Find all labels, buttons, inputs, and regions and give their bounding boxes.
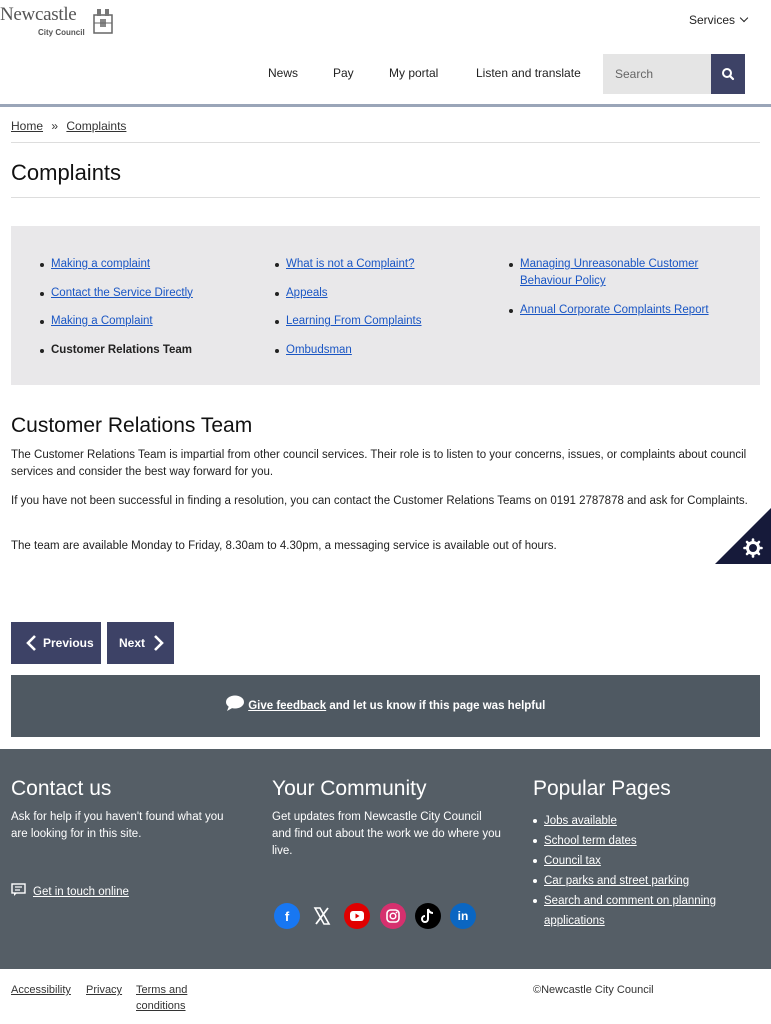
get-in-touch-link[interactable]: Get in touch online [33, 886, 129, 898]
section-nav-column-1 [40, 256, 260, 370]
next-button[interactable] [107, 622, 174, 664]
section-nav-item[interactable]: Learning From Complaints [275, 313, 495, 330]
copyright-text: ©Newcastle City Council [533, 984, 654, 996]
section-nav-item[interactable]: What is not a Complaint? [275, 256, 495, 273]
speech-bubble-icon [225, 695, 245, 711]
message-icon [11, 883, 27, 897]
popular-pages-list [533, 811, 763, 931]
search-button[interactable] [711, 54, 745, 94]
popular-page-item[interactable]: School term dates [533, 831, 763, 851]
logo-wordmark: Newcastle [0, 4, 77, 25]
section-nav-item[interactable]: Appeals [275, 285, 495, 302]
section-nav-item[interactable]: Ombudsman [275, 342, 495, 359]
popular-page-item[interactable]: Jobs available [533, 811, 763, 831]
site-footer [0, 749, 771, 969]
popular-pages-heading: Popular Pages [533, 777, 671, 800]
section-nav-item[interactable]: Making a Complaint [40, 313, 260, 330]
accessibility-settings-button[interactable] [715, 508, 771, 564]
section-navigation [11, 226, 760, 385]
search-input[interactable] [603, 54, 711, 94]
section-nav-item[interactable]: Annual Corporate Complaints Report [509, 302, 734, 319]
linkedin-icon[interactable]: in [450, 903, 476, 929]
previous-label: Previous [43, 636, 94, 650]
your-community-heading: Your Community [272, 777, 427, 800]
chevron-down-icon [740, 14, 748, 22]
tiktok-icon[interactable] [415, 903, 441, 929]
divider [11, 142, 760, 143]
section-nav-column-2 [275, 256, 495, 370]
privacy-link[interactable]: Privacy [86, 984, 123, 996]
nav-news[interactable]: News [268, 66, 299, 80]
breadcrumb-home[interactable]: Home [11, 119, 44, 133]
terms-link[interactable]: Terms and conditions [136, 984, 188, 1012]
your-community-text: Get updates from Newcastle City Council and find out about the work we do where you live. [272, 811, 501, 857]
accessibility-link[interactable]: Accessibility [11, 984, 71, 996]
paragraph: The Customer Relations Team is impartial from other council services. Their role is to listen to your concerns, issues, or complaints about council services and consider the best way forward for you. [11, 449, 747, 478]
nav-listen-translate[interactable]: Listen and translate [476, 66, 581, 80]
next-label: Next [119, 636, 146, 650]
nav-my-portal[interactable]: My portal [389, 66, 439, 80]
breadcrumb-complaints[interactable]: Complaints [66, 119, 127, 133]
section-nav-item[interactable]: Contact the Service Directly [40, 285, 260, 302]
section-title: Customer Relations Team [11, 414, 253, 437]
contact-us-heading: Contact us [11, 777, 112, 800]
facebook-icon[interactable]: f [274, 903, 300, 929]
nav-pay[interactable]: Pay [333, 66, 354, 80]
popular-page-item[interactable]: Car parks and street parking [533, 871, 763, 891]
search-form [603, 54, 745, 94]
section-nav-current-item: Customer Relations Team [40, 342, 260, 359]
crest-icon [92, 7, 114, 35]
section-nav-column-3 [509, 256, 734, 330]
page-title: Complaints [11, 160, 122, 185]
youtube-icon[interactable] [344, 903, 370, 929]
divider [11, 197, 760, 198]
breadcrumb-separator: » [51, 119, 59, 133]
popular-page-item[interactable]: Search and comment on planning applications [533, 891, 763, 931]
breadcrumb [11, 119, 126, 133]
chevron-right-icon [147, 633, 169, 653]
section-nav-item[interactable]: Making a complaint [40, 256, 260, 273]
search-icon [711, 54, 745, 94]
feedback-text: and let us know if this page was helpful [326, 700, 546, 712]
logo-subtitle: City Council [38, 28, 85, 37]
instagram-icon[interactable] [380, 903, 406, 929]
council-logo[interactable] [0, 4, 118, 38]
x-icon[interactable] [309, 903, 335, 929]
popular-page-item[interactable]: Council tax [533, 851, 763, 871]
header-divider [0, 104, 771, 107]
paragraph: If you have not been successful in finding a resolution, you can contact the Customer Relations Teams on 0191 2787878 and ask for Complaints. [11, 495, 748, 507]
paragraph: The team are available Monday to Friday, 8.30am to 4.30pm, a messaging service is available out of hours. [11, 540, 557, 552]
get-in-touch-link-wrap [11, 883, 129, 898]
give-feedback-link[interactable]: Give feedback [248, 700, 327, 712]
feedback-banner [11, 675, 760, 737]
previous-button[interactable] [11, 622, 101, 664]
services-label: Services [688, 13, 735, 27]
services-menu-button[interactable] [689, 13, 747, 27]
contact-us-text: Ask for help if you haven't found what you are looking for in this site. [11, 811, 224, 840]
chevron-left-icon [19, 633, 43, 653]
section-nav-item[interactable]: Managing Unreasonable Customer Behaviour Policy [509, 256, 734, 290]
